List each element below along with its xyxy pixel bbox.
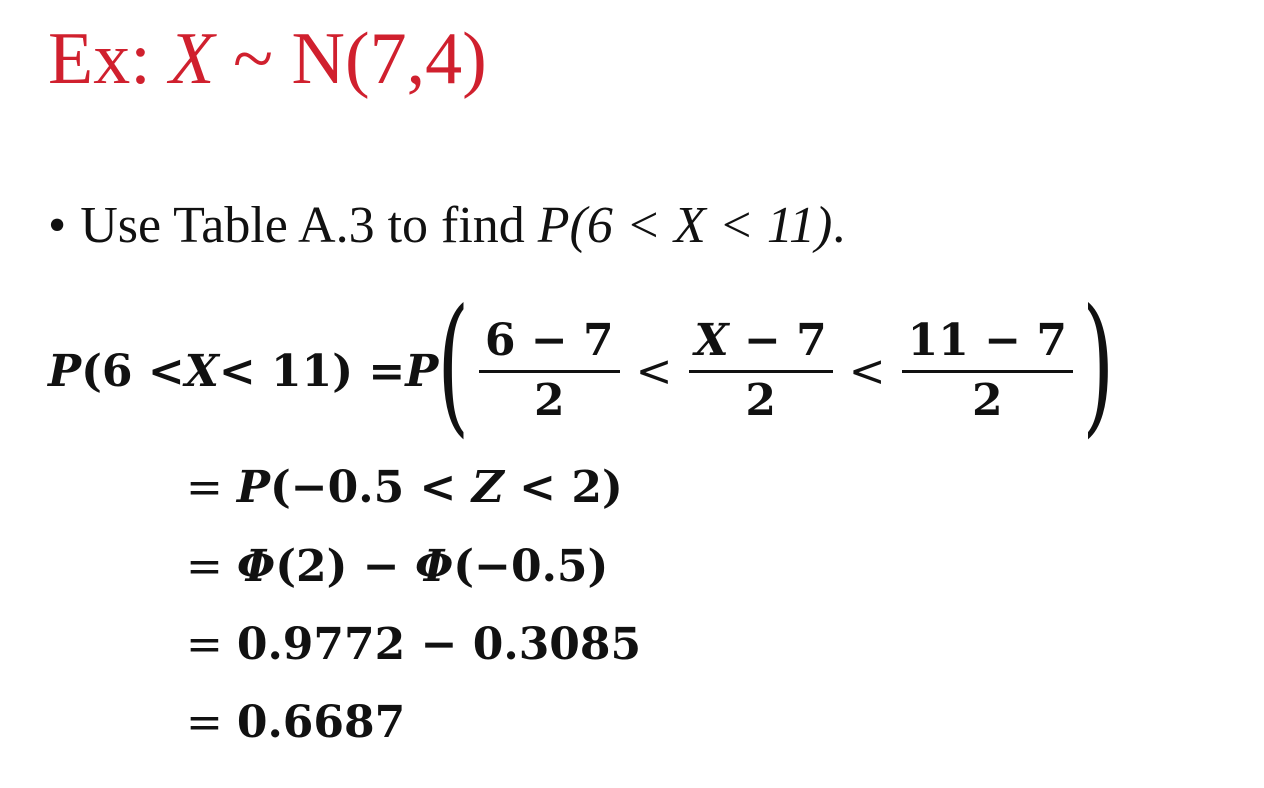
fraction-middle <box>689 317 833 425</box>
fraction-lower-numerator: 6 − 7 <box>479 317 620 372</box>
step-phi <box>186 541 609 592</box>
step-2-phi-1: Φ <box>236 541 276 592</box>
fraction-upper <box>902 317 1073 425</box>
rhs-P: P <box>405 345 439 397</box>
bullet-text: Use Table A.3 to find <box>80 197 538 254</box>
bullet-expression: P(6 < X < 11) <box>537 197 833 254</box>
lhs-X: X <box>184 345 219 397</box>
fraction-upper-denominator: 2 <box>972 374 1003 426</box>
fraction-lower <box>479 317 620 425</box>
step-1-P: P <box>236 462 270 513</box>
step-2-arg-2: (−0.5) <box>453 541 609 592</box>
step-values <box>186 619 642 670</box>
step-4-equals: = <box>186 697 237 748</box>
fraction-lower-denominator: 2 <box>533 374 565 426</box>
step-4-value: 0.6687 <box>236 697 406 748</box>
step-3-equals: = <box>186 619 237 670</box>
lhs-close: < 11) = <box>218 345 406 397</box>
title-tilde: ~ <box>214 18 292 100</box>
step-2-phi-2: Φ <box>414 541 454 592</box>
step-2-arg-1: (2) − <box>275 541 415 592</box>
slide-title <box>48 18 487 100</box>
main-equation <box>48 278 1115 452</box>
title-prefix: Ex: <box>48 18 170 100</box>
title-distribution: N(7,4) <box>291 18 487 100</box>
step-standardize <box>186 462 623 513</box>
fraction-middle-denominator: 2 <box>745 374 776 426</box>
step-result <box>186 697 406 748</box>
step-2-equals: = <box>186 541 237 592</box>
lhs-P: P <box>48 345 82 397</box>
step-1-open: (−0.5 < <box>269 462 472 513</box>
lhs-open: (6 < <box>81 345 185 397</box>
fraction-upper-numerator: 11 − 7 <box>902 317 1073 372</box>
title-variable: X <box>169 18 215 100</box>
equation-lhs <box>48 346 438 397</box>
fraction-middle-var: X <box>694 315 729 367</box>
less-than-1: < <box>635 345 673 397</box>
step-3-value: 0.9772 − 0.3085 <box>236 619 642 670</box>
close-paren: ) <box>1082 278 1115 452</box>
fraction-middle-rest: − 7 <box>728 315 827 367</box>
bullet-icon: • <box>48 197 67 254</box>
open-paren: ( <box>437 278 470 452</box>
fraction-middle-numerator <box>689 317 833 372</box>
step-1-Z: Z <box>471 462 504 513</box>
bullet-instruction <box>48 197 846 254</box>
less-than-2: < <box>848 345 886 397</box>
step-1-close: < 2) <box>503 462 623 513</box>
bullet-period: . <box>832 197 846 254</box>
step-1-equals: = <box>186 462 237 513</box>
